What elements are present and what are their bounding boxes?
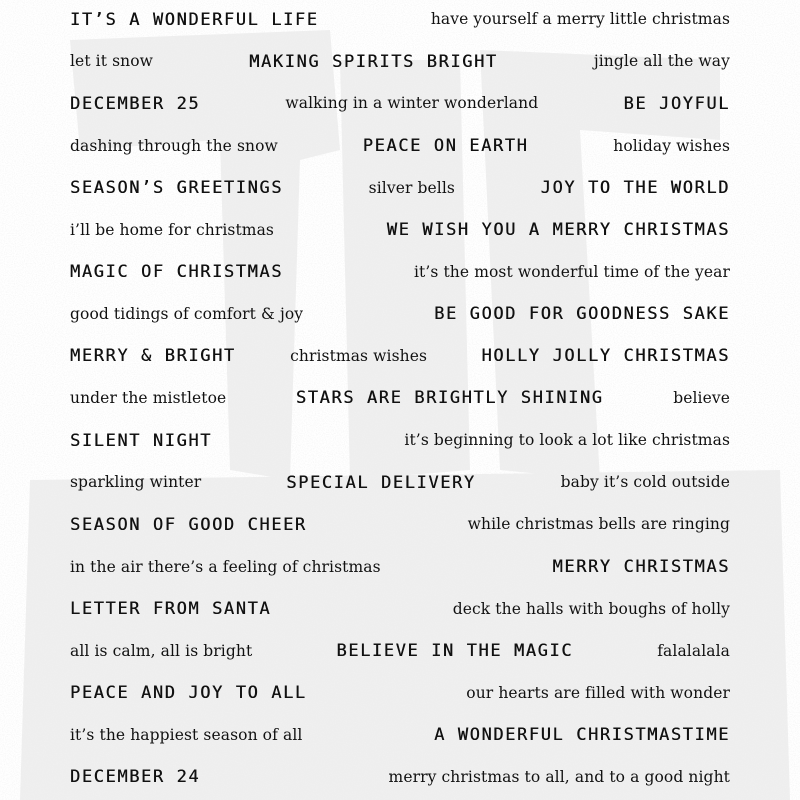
phrase-row — [70, 256, 730, 290]
phrase-text: SEASON’S GREETINGS — [70, 177, 284, 198]
phrase-row — [70, 3, 730, 37]
phrase-text: BELIEVE IN THE MAGIC — [336, 641, 574, 661]
phrase-text: it’s the most wonderful time of the year — [413, 262, 730, 281]
phrase-text: HOLLY JOLLY CHRISTMAS — [481, 346, 730, 367]
phrase-text: i’ll be home for christmas — [70, 220, 274, 239]
phrase-text: A WONDERFUL CHRISTMASTIME — [434, 725, 730, 746]
phrase-text: all is calm, all is bright — [70, 641, 253, 660]
phrase-text: BE GOOD FOR GOODNESS SAKE — [434, 304, 730, 325]
phrase-row — [70, 214, 730, 248]
phrase-row — [70, 45, 730, 79]
phrase-text: IT’S A WONDERFUL LIFE — [70, 9, 319, 30]
phrase-text: believe — [673, 389, 730, 408]
phrase-row — [70, 466, 730, 500]
phrase-row — [70, 382, 730, 416]
phrase-row — [70, 129, 730, 163]
phrase-row — [70, 87, 730, 121]
phrase-text: STARS ARE BRIGHTLY SHINING — [295, 388, 604, 409]
phrase-row — [70, 508, 730, 542]
phrase-text: PEACE ON EARTH — [362, 135, 529, 156]
phrase-text: DECEMBER 25 — [70, 93, 201, 114]
phrase-text: in the air there’s a feeling of christmas — [70, 557, 381, 576]
phrase-text: WE WISH YOU A MERRY CHRISTMAS — [386, 220, 730, 240]
phrase-row — [70, 550, 730, 584]
phrase-text: falalalala — [657, 641, 730, 660]
phrase-text: PEACE AND JOY TO ALL — [70, 683, 307, 704]
phrase-row — [70, 761, 730, 795]
phrase-text: dashing through the snow — [70, 136, 278, 155]
phrase-text: MERRY CHRISTMAS — [552, 556, 730, 577]
phrase-row — [70, 719, 730, 753]
phrase-text: BE JOYFUL — [623, 93, 730, 114]
phrase-text: deck the halls with boughs of holly — [452, 599, 730, 618]
phrase-text: have yourself a merry little christmas — [430, 10, 730, 29]
phrase-text: silver bells — [368, 178, 455, 197]
phrase-text: JOY TO THE WORLD — [540, 177, 730, 198]
phrase-text: christmas wishes — [290, 347, 428, 366]
phrase-text: SPECIAL DELIVERY — [286, 472, 476, 493]
phrase-text: under the mistletoe — [70, 389, 227, 408]
phrase-text: walking in a winter wonderland — [285, 94, 539, 113]
phrase-text: jingle all the way — [593, 52, 730, 71]
phrase-row — [70, 171, 730, 205]
phrase-row — [70, 592, 730, 626]
phrase-text: our hearts are filled with wonder — [466, 683, 730, 702]
phrase-text: merry christmas to all, and to a good night — [388, 768, 730, 787]
phrase-row — [70, 635, 730, 669]
phrase-text: let it snow — [70, 52, 154, 71]
phrase-text: good tidings of comfort & joy — [70, 304, 304, 323]
phrase-text: SEASON OF GOOD CHEER — [70, 514, 307, 535]
phrase-text: DECEMBER 24 — [70, 767, 201, 788]
phrase-text: baby it’s cold outside — [560, 473, 730, 492]
phrase-text: SILENT NIGHT — [70, 430, 213, 451]
phrase-row — [70, 677, 730, 711]
phrase-text: MAGIC OF CHRISTMAS — [70, 262, 284, 283]
phrase-text: LETTER FROM SANTA — [70, 598, 272, 619]
phrase-text: it’s beginning to look a lot like christmas — [404, 431, 730, 450]
phrase-text: it’s the happiest season of all — [70, 725, 303, 744]
phrase-text: holiday wishes — [613, 136, 730, 155]
phrase-row — [70, 424, 730, 458]
phrase-text: while christmas bells are ringing — [467, 515, 730, 534]
phrase-text: MAKING SPIRITS BRIGHT — [249, 51, 498, 72]
phrase-text: MERRY & BRIGHT — [70, 346, 236, 367]
phrase-row — [70, 298, 730, 332]
phrase-row — [70, 340, 730, 374]
phrase-text: sparkling winter — [70, 473, 202, 492]
